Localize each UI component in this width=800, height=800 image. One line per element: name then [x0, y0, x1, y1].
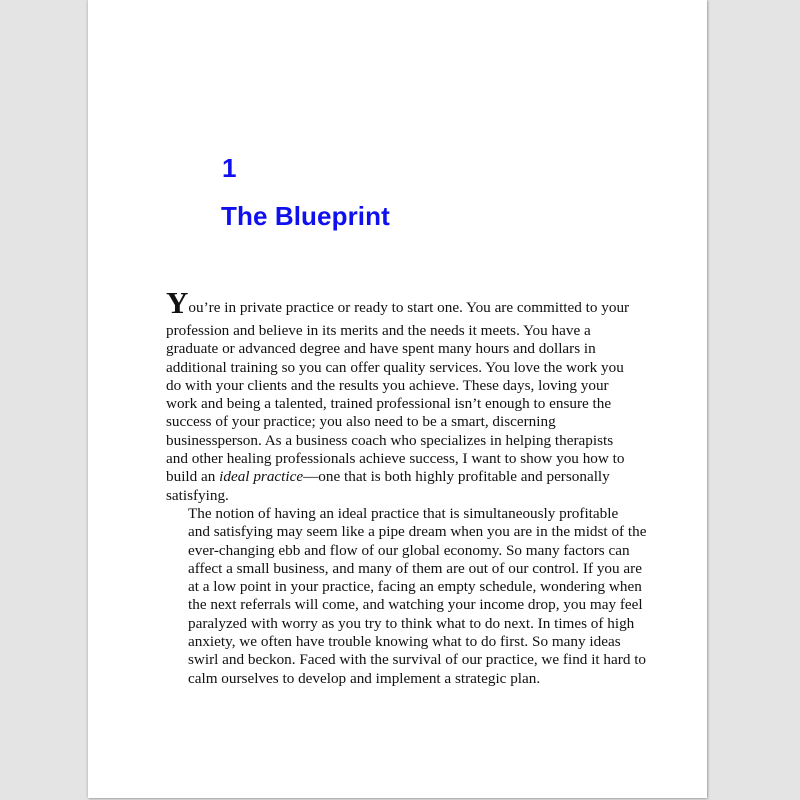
- paragraph-line: and satisfying may seem like a pipe dream when you are in the midst of the: [188, 523, 647, 541]
- paragraph-line: and other healing professionals achieve success, I want to show you how to: [166, 450, 625, 468]
- document-page: [88, 0, 707, 798]
- paragraph-line: satisfying.: [166, 486, 229, 504]
- paragraph-line: build an ideal practice—one that is both highly profitable and personally: [166, 468, 610, 486]
- paragraph-line: additional training so you can offer quality services. You love the work you: [166, 358, 624, 376]
- paragraph-line: at a low point in your practice, facing an empty schedule, wondering when: [188, 578, 642, 596]
- paragraph-line: paralyzed with worry as you try to think what to do next. In times of high: [188, 614, 635, 632]
- paragraph-line: calm ourselves to develop and implement a strategic plan.: [188, 669, 541, 687]
- paragraph-line: do with your clients and the results you achieve. These days, loving your: [166, 376, 609, 394]
- chapter-title: The Blueprint: [221, 201, 390, 231]
- paragraph-line: businessperson. As a business coach who specializes in helping therapists: [166, 431, 614, 449]
- paragraph-line: success of your practice; you also need to be a smart, discerning: [166, 413, 556, 431]
- paragraph-1: [166, 285, 636, 505]
- chapter-number: 1: [222, 153, 237, 183]
- paragraph-line: the next referrals will come, and watching your income drop, you may feel: [188, 596, 643, 614]
- paragraph-line: graduate or advanced degree and have spent many hours and dollars in: [166, 340, 596, 358]
- paragraph-line: anxiety, we often have trouble knowing what to do first. So many ideas: [188, 633, 621, 651]
- paragraph-line: profession and believe in its merits and the needs it meets. You have a: [166, 322, 591, 339]
- paragraph-2: [166, 504, 647, 688]
- paragraph-line: You’re in private practice or ready to start one. You are committed to your: [166, 285, 630, 320]
- paragraph-line: ever-changing ebb and flow of our global economy. So many factors can: [188, 541, 630, 559]
- drop-cap: Y: [166, 285, 189, 320]
- chapter-body: [166, 285, 647, 688]
- paragraph-line: work and being a talented, trained professional isn’t enough to ensure the: [166, 395, 612, 413]
- paragraph-line: The notion of having an ideal practice that is simultaneously profitable: [188, 504, 619, 522]
- paragraph-line: swirl and beckon. Faced with the survival of our practice, we find it hard to: [188, 651, 647, 669]
- paragraph-line: affect a small business, and many of them are out of our control. If you are: [188, 559, 642, 577]
- emphasis-ideal-practice: ideal practice: [219, 468, 304, 486]
